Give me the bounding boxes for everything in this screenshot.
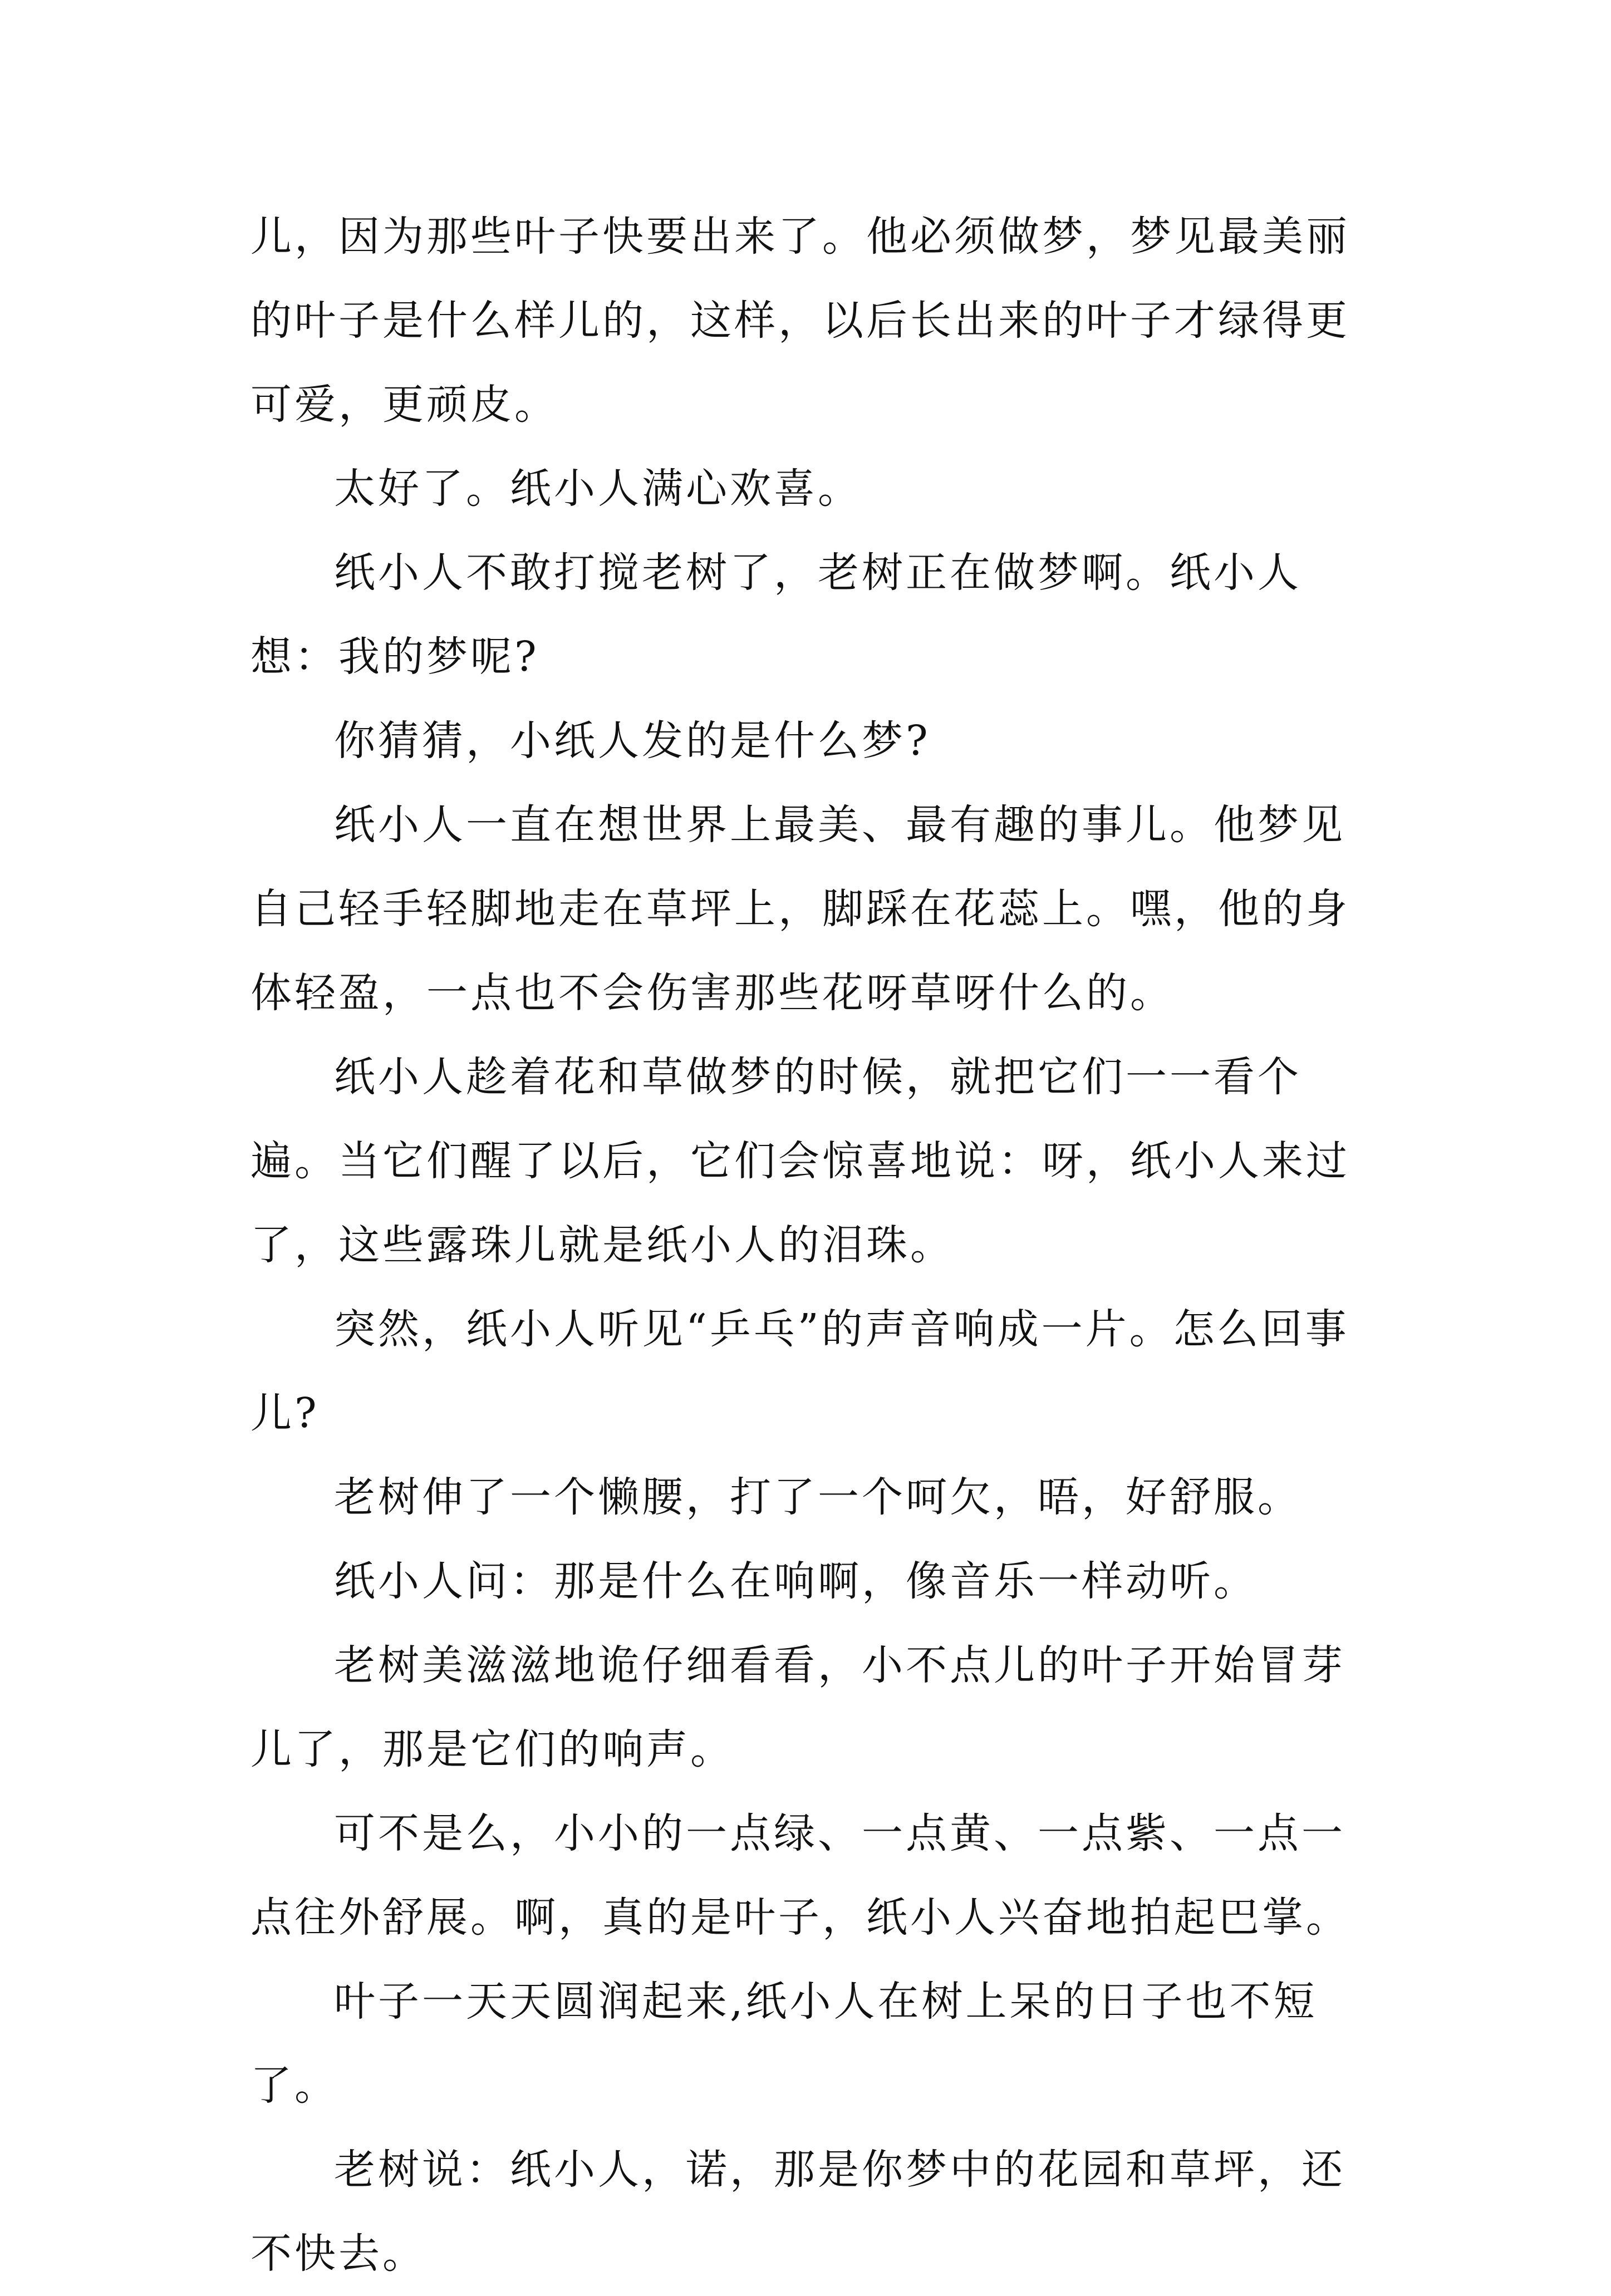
paragraph: 可不是么，小小的一点绿、一点黄、一点紫、一点一点往外舒展。啊，真的是叶子，纸小人兴奋地拍起巴掌。 [251,1810,1350,1941]
paragraph: 你猜猜，小纸人发的是什么梦? [334,717,931,765]
paragraph: 纸小人问：那是什么在响啊，像音乐一样动听。 [334,1557,1258,1605]
paragraph: 纸小人趁着花和草做梦的时候，就把它们一一看个遍。当它们醒了以后，它们会惊喜地说：呀，纸小人来过了，这些露珠儿就是纸小人的泪珠。 [251,1053,1350,1269]
paragraph: 老树美滋滋地诡仔细看看，小不点儿的叶子开始冒芽儿了，那是它们的响声。 [251,1641,1345,1773]
paragraph: 老树说：纸小人，诺，那是你梦中的花园和草坪，还不快去。 [251,2146,1345,2278]
paragraph: 纸小人不敢打搅老树了，老树正在做梦啊。纸小人想：我的梦呢? [251,549,1301,681]
paragraph: 纸小人一直在想世界上最美、最有趣的事儿。他梦见自己轻手轻脚地走在草坪上，脚踩在花蕊上。嘿，他的身体轻盈，一点也不会伤害那些花呀草呀什么的。 [251,801,1350,1017]
paragraph: 老树伸了一个懒腰，打了一个呵欠，晤，好舒服。 [334,1473,1301,1521]
paragraph: 叶子一天天圆润起来,纸小人在树上呆的日子也不短了。 [251,1978,1318,2110]
paragraph: 突然，纸小人听见“乒乓”的声音响成一片。怎么回事儿? [251,1305,1349,1437]
paragraph: 儿，因为那些叶子快要出来了。他必须做梦，梦见最美丽的叶子是什么样儿的，这样，以后长出来的叶子才绿得更可爱，更顽皮。 [251,213,1350,429]
paragraph: 太好了。纸小人满心欢喜。 [334,465,862,513]
story-text [251,195,1386,2296]
